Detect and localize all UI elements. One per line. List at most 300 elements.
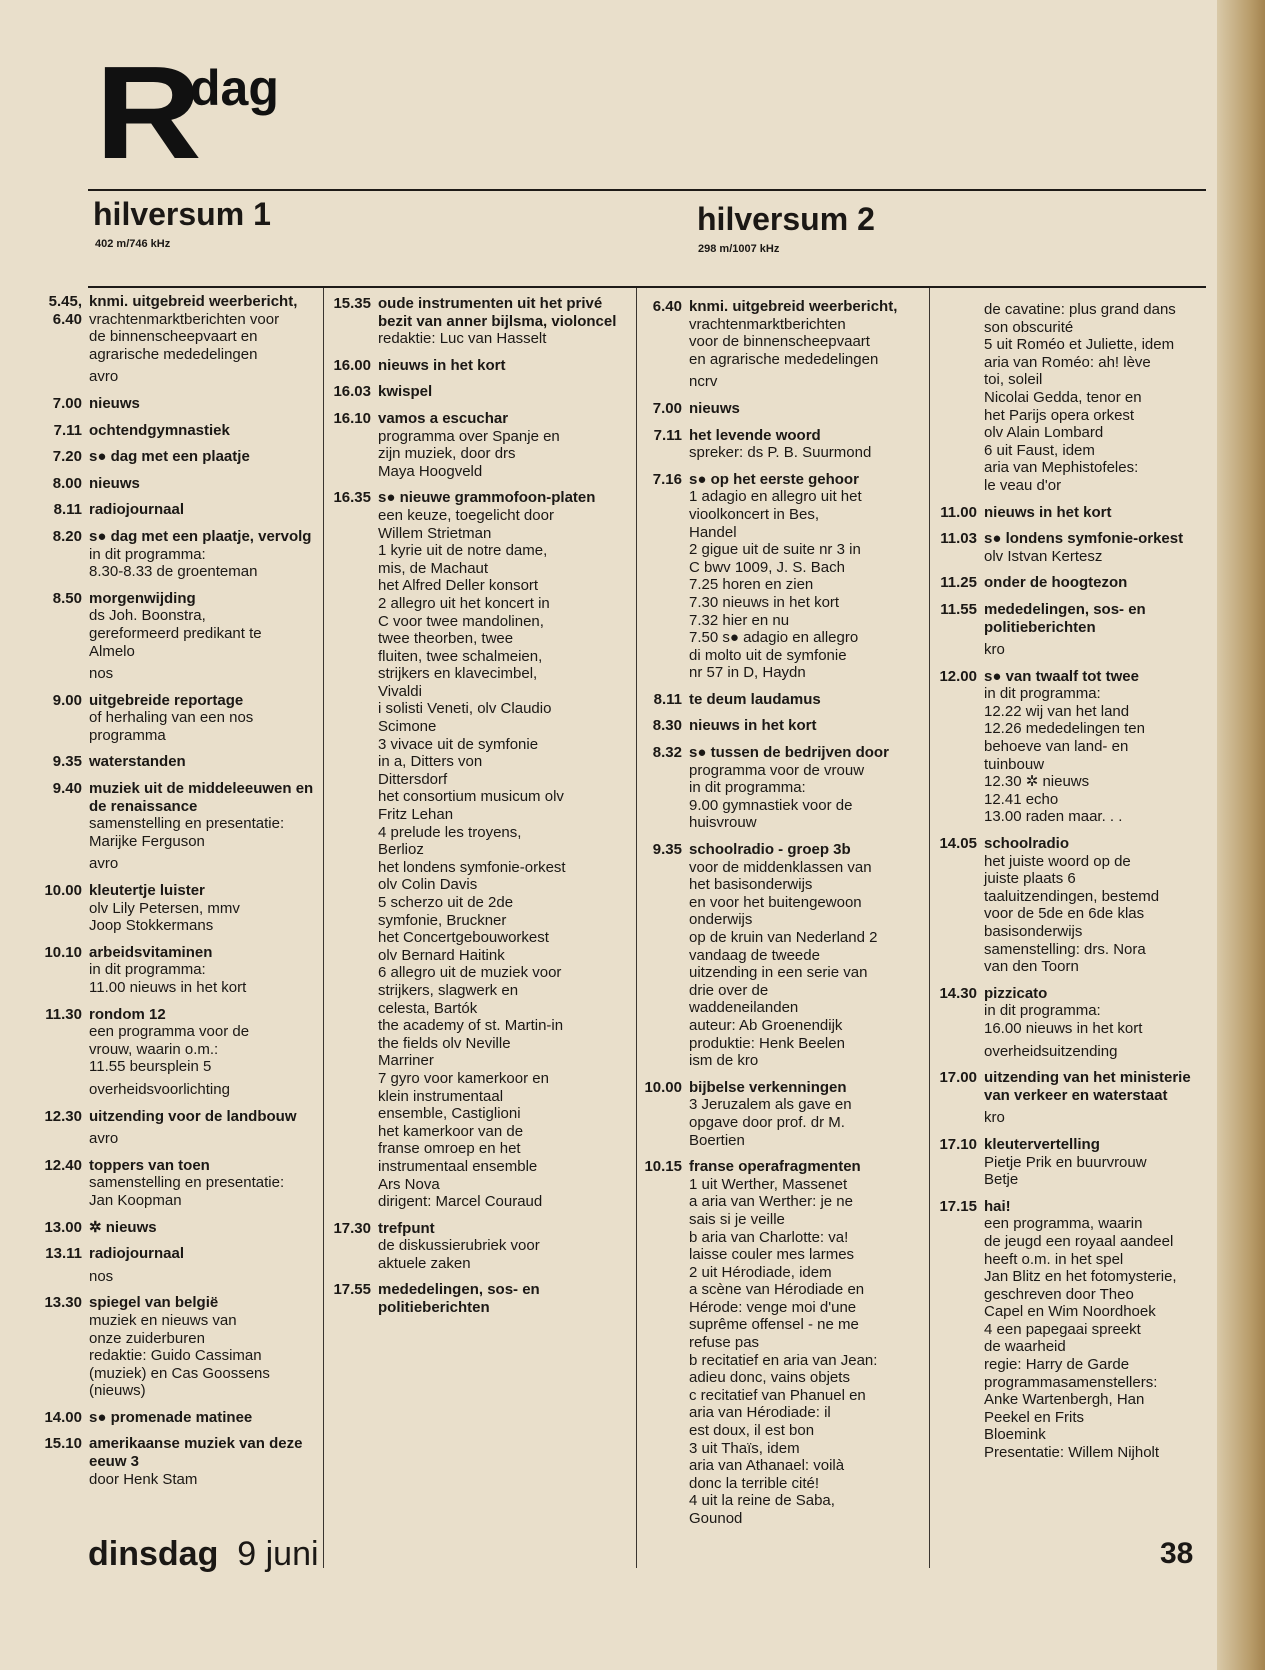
program-detail-line: 4 prelude les troyens, <box>378 823 522 841</box>
program-entry <box>640 744 924 832</box>
program-detail-line: avro <box>89 855 119 873</box>
program-entry <box>40 1435 318 1488</box>
program-time <box>40 855 82 873</box>
program-detail-line: samenstelling en presentatie: <box>89 1174 285 1192</box>
program-detail-line: muziek en nieuws van <box>89 1311 237 1329</box>
program-detail-line: onze zuiderburen <box>89 1329 205 1347</box>
program-title: nieuws in het kort <box>984 503 1112 521</box>
program-detail-line: 8.30-8.33 de groenteman <box>89 563 258 581</box>
program-detail-line: franse omroep en het <box>378 1140 521 1158</box>
column-divider <box>929 288 930 1568</box>
entry-gap <box>40 744 318 753</box>
program-time: 15.10 <box>44 1435 82 1453</box>
program-body <box>82 1409 318 1427</box>
program-detail-line: 16.00 nieuws in het kort <box>984 1019 1143 1037</box>
program-entry <box>640 1158 924 1527</box>
program-entry <box>40 448 318 466</box>
program-detail-line: dirigent: Marcel Couraud <box>378 1193 543 1211</box>
program-body <box>977 504 1217 522</box>
program-time: 6.40 <box>652 298 682 315</box>
program-body <box>977 641 1217 659</box>
program-title: s● dag met een plaatje <box>89 448 250 466</box>
program-detail-line: son obscurité <box>984 318 1074 336</box>
program-title: uitzending voor de landbouw <box>89 1107 297 1125</box>
program-time <box>640 373 682 391</box>
program-body <box>82 448 318 466</box>
program-time: 17.55 <box>333 1281 371 1299</box>
program-time: 7.11 <box>53 421 82 439</box>
program-time: 8.20 <box>52 527 82 545</box>
program-time: 10.15 <box>644 1158 682 1176</box>
program-detail-line: Almelo <box>89 642 135 660</box>
program-time: 12.40 <box>44 1156 82 1174</box>
program-body <box>371 1220 631 1273</box>
entry-gap <box>40 1148 318 1157</box>
program-entry <box>640 1079 924 1149</box>
program-title: arbeidsvitaminen <box>89 943 213 961</box>
program-detail-line: celesta, Bartók <box>378 999 478 1017</box>
program-detail-line: strijkers, slagwerk en <box>378 981 519 999</box>
program-time <box>40 665 82 683</box>
program-time: 17.15 <box>939 1197 977 1215</box>
entry-gap <box>329 348 631 357</box>
program-detail-line: Pietje Prik en buurvrouw <box>984 1153 1147 1171</box>
program-detail-line: Nicolai Gedda, tenor en <box>984 388 1142 406</box>
entry-gap <box>40 413 318 422</box>
program-time: 7.20 <box>52 448 82 466</box>
footer-day-date: 9 juni <box>237 1535 319 1573</box>
entry-gap <box>935 592 1217 601</box>
program-body <box>82 1081 318 1099</box>
program-detail-line: Ars Nova <box>378 1175 440 1193</box>
program-detail-line: het basisonderwijs <box>689 876 813 894</box>
program-body <box>682 400 924 418</box>
program-title: het levende woord <box>689 426 821 444</box>
program-detail-line: samenstelling en presentatie: <box>89 815 285 833</box>
program-detail-line: 4 uit la reine de Saba, <box>689 1492 835 1510</box>
program-detail-line: een programma voor de <box>89 1023 250 1041</box>
program-entry <box>935 1136 1217 1189</box>
program-body <box>682 717 924 735</box>
program-entry <box>40 780 318 850</box>
program-detail-line: samenstelling: drs. Nora <box>984 940 1146 958</box>
program-detail-line: olv Alain Lombard <box>984 424 1104 442</box>
program-detail-line: Bloemink <box>984 1426 1046 1444</box>
program-detail-line: 4 een papegaai spreekt <box>984 1320 1141 1338</box>
program-entry <box>640 717 924 735</box>
program-detail-line: 7.32 hier en nu <box>689 611 790 629</box>
program-time: 8.11 <box>53 501 82 519</box>
program-detail-line: 13.00 raden maar. . . <box>984 808 1123 826</box>
entry-gap <box>40 1210 318 1219</box>
program-body <box>371 410 631 480</box>
program-body <box>82 1006 318 1076</box>
program-detail-line: a scène van Hérodiade en <box>689 1281 865 1299</box>
program-detail-line: 3 Jeruzalem als gave en <box>689 1096 852 1114</box>
program-time <box>40 1130 82 1148</box>
program-body <box>82 753 318 771</box>
program-detail-line: ds Joh. Boonstra, <box>89 607 206 625</box>
entry-gap <box>935 976 1217 985</box>
program-detail-line: Vivaldi <box>378 682 422 700</box>
program-time: 16.10 <box>333 409 371 427</box>
program-title: nieuws <box>89 474 140 492</box>
program-detail-line: Marijke Ferguson <box>89 832 205 850</box>
program-detail-line: overheidsvoorlichting <box>89 1080 230 1098</box>
program-detail-line: Betje <box>984 1171 1019 1189</box>
program-time: 9.40 <box>52 780 82 798</box>
entry-gap <box>640 682 924 691</box>
program-time: 12.00 <box>939 667 977 685</box>
program-time: 9.35 <box>652 841 682 859</box>
entry-gap <box>935 659 1217 668</box>
logo-letter: R <box>95 39 198 186</box>
program-detail-line: the fields olv Neville <box>378 1034 511 1052</box>
program-body <box>82 501 318 519</box>
program-detail-line: c recitatief van Phanuel en <box>689 1386 866 1404</box>
program-entry <box>40 1294 318 1400</box>
program-detail-line: 2 uit Hérodiade, idem <box>689 1263 832 1281</box>
entry-gap <box>40 1400 318 1409</box>
program-time: 11.25 <box>940 574 977 592</box>
program-time: 14.30 <box>939 984 977 1002</box>
program-detail-line: voor de binnenscheepvaart <box>689 333 870 351</box>
program-entry <box>640 471 924 682</box>
program-title: s● van twaalf tot twee <box>984 667 1139 685</box>
program-body <box>977 668 1217 826</box>
program-body <box>682 471 924 682</box>
program-time: 14.05 <box>939 835 977 853</box>
program-detail-line: C voor twee mandolinen, <box>378 612 544 630</box>
schedule-column-3 <box>640 298 924 1528</box>
program-title: mededelingen, sos- en politieberichten <box>378 1281 540 1317</box>
program-time: 16.35 <box>333 489 371 507</box>
program-entry <box>640 841 924 1070</box>
entry-gap <box>935 521 1217 530</box>
program-detail-line: 11.55 beursplein 5 <box>89 1058 212 1076</box>
program-detail-line: de jeugd een royaal aandeel <box>984 1232 1174 1250</box>
program-entry <box>935 985 1217 1038</box>
program-detail-line: 12.30 ✲ nieuws <box>984 773 1090 791</box>
program-time: 8.11 <box>653 690 682 708</box>
entry-gap <box>935 495 1217 504</box>
page-number: 38 <box>1160 1537 1194 1570</box>
program-detail-line: 2 allegro uit het koncert in <box>378 594 550 612</box>
program-entry <box>329 295 631 348</box>
entry-gap <box>935 826 1217 835</box>
program-detail-line: een programma, waarin <box>984 1215 1143 1233</box>
program-title: nieuws <box>689 399 740 417</box>
program-detail-line: Handel <box>689 523 737 541</box>
entry-gap <box>40 1099 318 1108</box>
program-time: 17.00 <box>939 1069 977 1087</box>
footer-date <box>88 1534 319 1574</box>
program-title: nieuws in het kort <box>689 717 817 735</box>
program-time <box>40 1268 82 1286</box>
program-detail-line: produktie: Henk Beelen <box>689 1034 845 1052</box>
program-detail-line: in dit programma: <box>89 545 206 563</box>
footer-weekday: dinsdag <box>88 1535 219 1573</box>
program-detail-line: in dit programma: <box>89 961 206 979</box>
program-body <box>82 1157 318 1210</box>
program-time: 16.00 <box>333 356 371 374</box>
station-frequency-2: 298 m/1007 kHz <box>698 243 780 255</box>
schedule-column-2 <box>329 295 631 1317</box>
program-detail-line: avro <box>89 1130 119 1148</box>
program-detail-line: Gounod <box>689 1510 743 1527</box>
program-detail-line: olv Istvan Kertesz <box>984 547 1103 565</box>
program-entry <box>40 665 318 683</box>
program-body <box>682 841 924 1070</box>
program-time: 11.03 <box>940 530 977 548</box>
entry-gap <box>640 1070 924 1079</box>
program-detail-line: heeft o.m. in het spel <box>984 1250 1124 1268</box>
program-detail-line: b recitatief en aria van Jean: <box>689 1351 878 1369</box>
program-detail-line: Capel en Wim Noordhoek <box>984 1303 1156 1321</box>
program-detail-line: de cavatine: plus grand dans <box>984 301 1176 318</box>
entry-gap <box>640 1149 924 1158</box>
program-detail-line: klein instrumentaal <box>378 1087 504 1105</box>
program-title: s● londens symfonie-orkest <box>984 530 1184 548</box>
program-detail-line: in dit programma: <box>689 779 806 797</box>
program-time: 8.50 <box>52 589 82 607</box>
entry-gap <box>935 565 1217 574</box>
program-time: 13.00 <box>44 1218 82 1236</box>
program-title: mededelingen, sos- en politieberichten <box>984 600 1146 636</box>
program-entry <box>40 1157 318 1210</box>
program-time <box>935 301 977 495</box>
program-detail-line: 6 allegro uit de muziek voor <box>378 964 562 982</box>
program-body <box>82 528 318 581</box>
program-detail-line: olv Lily Petersen, mmv <box>89 899 240 917</box>
program-detail-line: auteur: Ab Groenendijk <box>689 1016 843 1034</box>
program-detail-line: (muziek) en Cas Goossens <box>89 1364 270 1382</box>
program-entry <box>40 1081 318 1099</box>
program-title: spiegel van belgië <box>89 1294 219 1312</box>
program-time: 8.00 <box>52 474 82 492</box>
program-detail-line: aria van Athanael: voilà <box>689 1457 845 1475</box>
program-detail-line: a aria van Werther: je ne <box>689 1193 853 1211</box>
entry-gap <box>640 708 924 717</box>
program-time <box>935 1043 977 1061</box>
station-title-2: hilversum 2 <box>697 201 875 237</box>
program-body <box>977 1043 1217 1061</box>
program-detail-line: Hérode: venge moi d'une <box>689 1298 857 1316</box>
program-time <box>935 1109 977 1127</box>
header-rule <box>88 189 1206 191</box>
program-entry <box>40 395 318 413</box>
program-title: vamos a escuchar <box>378 409 509 427</box>
program-time: 16.03 <box>333 383 371 401</box>
program-detail-line: twee theorben, twee <box>378 630 514 648</box>
program-detail-line: overheidsuitzending <box>984 1042 1118 1060</box>
program-detail-line: het consortium musicum olv <box>378 788 564 806</box>
program-detail-line: Jan Koopman <box>89 1191 182 1209</box>
program-detail-line: 12.41 echo <box>984 790 1059 808</box>
program-time: 9.35 <box>52 753 82 771</box>
program-detail-line: voor de 5de en 6de klas <box>984 905 1145 923</box>
logo-word: dag <box>190 60 279 116</box>
schedule-column-4 <box>935 301 1217 1462</box>
program-body <box>82 1245 318 1263</box>
program-detail-line: 7.25 horen en zien <box>689 576 814 594</box>
program-entry <box>40 1268 318 1286</box>
program-body <box>682 373 924 391</box>
entry-gap <box>640 462 924 471</box>
program-detail-line: in dit programma: <box>984 1002 1101 1020</box>
program-detail-line: refuse pas <box>689 1334 760 1352</box>
program-detail-line: geschreven door Theo <box>984 1285 1134 1303</box>
program-title: toppers van toen <box>89 1156 210 1174</box>
program-title: muziek uit de middeleeuwen en de renaissance <box>89 780 314 815</box>
program-entry <box>329 489 631 1210</box>
schedule-top-rule <box>88 286 1206 288</box>
program-detail-line: zijn muziek, door drs <box>378 445 516 463</box>
program-detail-line: vrachtenmarktberichten voor <box>89 310 280 328</box>
program-detail-line: 6 uit Faust, idem <box>984 441 1095 459</box>
program-detail-line: 1 adagio en allegro uit het <box>689 488 862 506</box>
program-detail-line: the academy of st. Martin-in <box>378 1017 564 1035</box>
program-detail-line: Scimone <box>378 718 437 736</box>
program-detail-line: donc la terrible cité! <box>689 1474 820 1492</box>
program-time: 12.30 <box>44 1107 82 1125</box>
program-entry <box>40 368 318 386</box>
program-time: 11.00 <box>940 503 977 521</box>
entry-gap <box>329 374 631 383</box>
program-detail-line: het Parijs opera orkest <box>984 406 1135 424</box>
program-entry <box>40 1219 318 1237</box>
program-detail-line: vrouw, waarin o.m.: <box>89 1040 219 1058</box>
program-detail-line: een keuze, toegelicht door <box>378 506 554 524</box>
program-detail-line: 7.50 s● adagio en allegro <box>689 629 859 647</box>
program-entry <box>640 400 924 418</box>
program-detail-line: regie: Harry de Garde <box>984 1356 1130 1374</box>
program-body <box>371 489 631 1210</box>
program-body <box>371 357 631 375</box>
program-detail-line: C bwv 1009, J. S. Bach <box>689 558 845 576</box>
program-entry <box>640 427 924 462</box>
entry-gap <box>40 439 318 448</box>
column-divider <box>323 288 324 1568</box>
program-detail-line: kro <box>984 1109 1005 1127</box>
program-detail-line: 2 gigue uit de suite nr 3 in <box>689 541 861 559</box>
program-detail-line: programma over Spanje en <box>378 427 560 445</box>
program-entry <box>935 1043 1217 1061</box>
program-body <box>977 530 1217 565</box>
program-entry <box>40 882 318 935</box>
program-body <box>371 383 631 401</box>
program-time <box>935 641 977 659</box>
program-detail-line: Fritz Lehan <box>378 806 454 824</box>
program-detail-line: in a, Ditters von <box>378 753 483 771</box>
program-entry <box>40 855 318 873</box>
station-title-1: hilversum 1 <box>93 196 271 232</box>
program-body <box>371 295 631 348</box>
entry-gap <box>40 466 318 475</box>
entry-gap <box>640 418 924 427</box>
column-divider <box>636 288 637 1568</box>
entry-gap <box>40 1426 318 1435</box>
program-entry <box>935 504 1217 522</box>
program-body <box>82 1435 318 1488</box>
station-frequency-1: 402 m/746 kHz <box>95 238 171 250</box>
program-title: knmi. uitgebreid weerbericht, <box>89 293 298 310</box>
program-title: nieuws in het kort <box>378 356 506 374</box>
program-body <box>977 985 1217 1038</box>
program-title: trefpunt <box>378 1219 435 1237</box>
program-detail-line: Joop Stokkermans <box>89 917 214 935</box>
program-detail-line: redaktie: Luc van Hasselt <box>378 330 547 348</box>
schedule-column-1 <box>40 293 318 1488</box>
program-entry <box>935 1198 1217 1462</box>
entry-gap <box>40 1285 318 1294</box>
program-detail-line: de waarheid <box>984 1338 1066 1356</box>
entry-gap <box>329 1211 631 1220</box>
program-time: 8.32 <box>652 744 682 762</box>
program-detail-line: het kamerkoor van de <box>378 1122 524 1140</box>
program-detail-line: est doux, il est bon <box>689 1422 815 1440</box>
program-detail-line: het Alfred Deller konsort <box>378 577 539 595</box>
program-title: schoolradio <box>984 835 1070 853</box>
program-detail-line: laisse couler mes larmes <box>689 1246 855 1264</box>
program-detail-line: 5 scherzo uit de 2de <box>378 894 514 911</box>
program-detail-line: adieu donc, vains objets <box>689 1369 850 1387</box>
program-detail-line: Presentatie: Willem Nijholt <box>984 1444 1160 1462</box>
entry-gap <box>40 997 318 1006</box>
program-entry <box>329 383 631 401</box>
program-title: nieuws <box>89 394 140 412</box>
program-entry <box>40 590 318 660</box>
program-body <box>977 835 1217 976</box>
program-detail-line: mis, de Machaut <box>378 559 489 577</box>
program-detail-line: de diskussierubriek voor <box>378 1237 540 1255</box>
program-body <box>82 368 318 386</box>
program-body <box>682 1079 924 1149</box>
program-title: kwispel <box>378 383 433 401</box>
program-body <box>82 1268 318 1286</box>
program-title: s● dag met een plaatje, vervolg <box>89 527 312 545</box>
entry-gap <box>640 735 924 744</box>
program-title: ✲ nieuws <box>89 1218 157 1236</box>
program-time: 17.30 <box>333 1219 371 1237</box>
entry-gap <box>40 386 318 395</box>
program-detail-line: Marriner <box>378 1052 434 1070</box>
program-body <box>82 1130 318 1148</box>
program-body <box>82 944 318 997</box>
program-detail-line: spreker: ds P. B. Suurmond <box>689 444 872 462</box>
entry-gap <box>640 832 924 841</box>
program-detail-line: olv Bernard Haitink <box>378 946 505 964</box>
program-detail-line: di molto uit de symfonie <box>689 646 847 664</box>
program-detail-line: vioolkoncert in Bes, <box>689 505 820 523</box>
program-time: 7.00 <box>52 394 82 412</box>
program-detail-line: juiste plaats 6 <box>984 870 1076 888</box>
program-title: amerikaanse muziek van deze eeuw 3 <box>89 1435 303 1471</box>
program-body <box>682 691 924 709</box>
program-body <box>82 590 318 660</box>
program-body <box>82 475 318 493</box>
program-time <box>40 1081 82 1099</box>
program-detail-line: of herhaling van een nos <box>89 709 254 727</box>
program-detail-line: kro <box>984 641 1005 659</box>
program-detail-line: in dit programma: <box>984 685 1101 703</box>
program-detail-line: en voor het buitengewoon <box>689 893 862 911</box>
program-detail-line: de binnenscheepvaart en <box>89 328 258 346</box>
program-entry <box>40 422 318 440</box>
program-detail-line: vandaag de tweede <box>689 946 820 964</box>
program-time: 13.11 <box>45 1245 82 1263</box>
program-detail-line: gereformeerd predikant te <box>89 624 262 642</box>
